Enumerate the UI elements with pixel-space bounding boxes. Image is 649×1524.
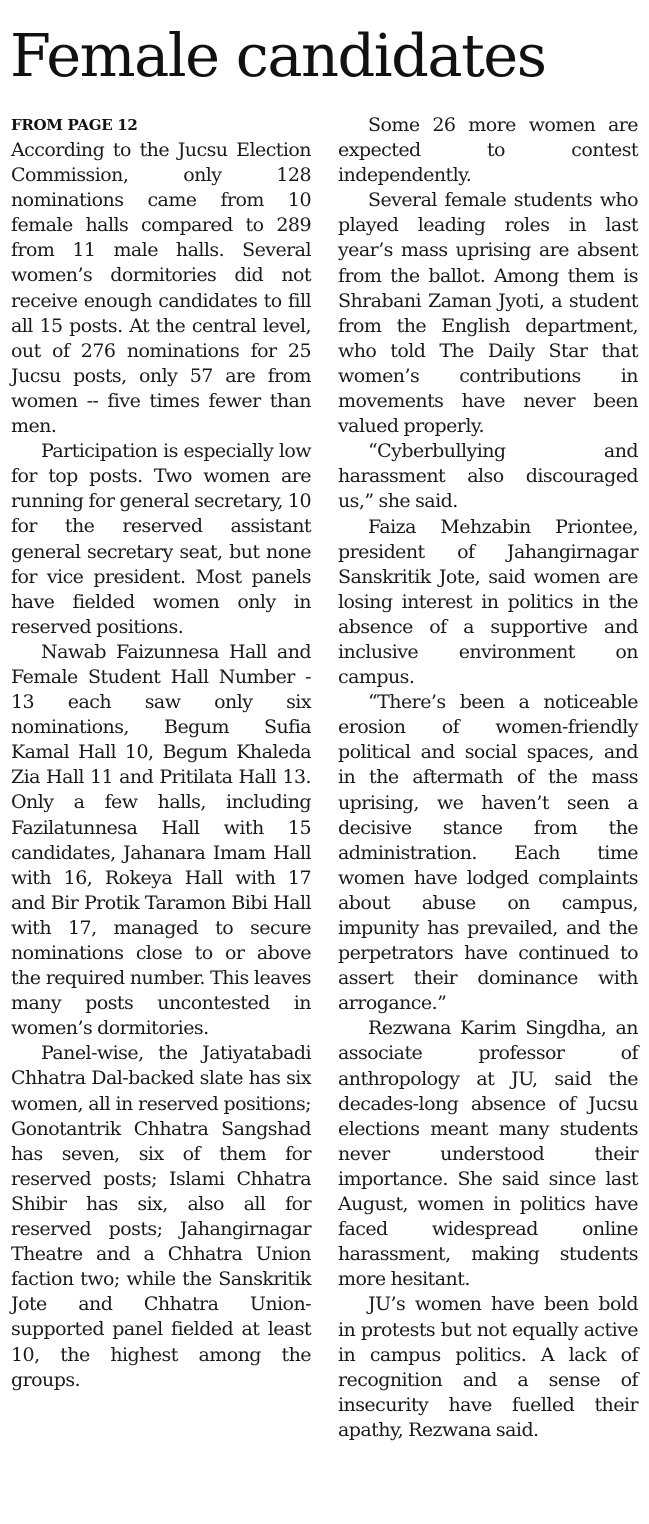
paragraph-right-5: “There’s been a noticeable erosion of women-friendly political and social spaces, and in the aftermath of the mass uprising, we haven’t seen a decisive stance from the administration. Each time women have lodged complaints about abuse on campus, impunity has prevailed, and the perpetrators have continued to assert their dominance with arrogance.” [338,691,638,1015]
paragraph-right-3: “Cyberbullying and harassment also discouraged us,” she said. [338,440,638,513]
paragraph-right-1: Some 26 more women are expected to contest independently. [338,114,638,187]
paragraph-right-6: Rezwana Karim Singdha, an associate professor of anthropology at JU, said the decades-long absence of Jucsu elections meant many students never understood their importance. She said since last August, women in politics have faced widespread online harassment, making students more hesitant. [338,1017,638,1291]
paragraph-right-2: Several female students who played leading roles in last year’s mass uprising are absent from the ballot. Among them is Shrabani Zaman Jyoti, a student from the English department, who told The Daily Star that women’s contributions in movements have never been valued properly. [338,189,638,438]
paragraph-left-3: Nawab Faizunnesa Hall and Female Student Hall Number - 13 each saw only six nominations, Begum Sufia Kamal Hall 10, Begum Khaleda Zia Hall 11 and Pritilata Hall 13. Only a few halls, including Fazilatunnesa Hall with 15 candidates, Jahanara Imam Hall with 16, Rokeya Hall with 17 and Bir Protik Taramon Bibi Hall with 17, managed to secure nominations close to or above the required number. This leaves many posts uncontested in women’s dormitories. [11,640,311,1040]
continuation-kicker: FROM PAGE 12 [11,116,138,134]
paragraph-left-1: According to the Jucsu Election Commission, only 128 nominations came from 10 female halls compared to 289 from 11 male halls. Several women’s dormitories did not receive enough candidates to fill all 15 posts. At the central level, out of 276 nominations for 25 Jucsu posts, only 57 are from women -- five times fewer than men. [11,139,311,438]
headline: Female candidates [10,21,546,90]
right-column [338,113,638,1443]
paragraph-right-7: JU’s women have been bold in protests but not equally active in campus politics. A lack of recognition and a sense of insecurity have fuelled their apathy, Rezwana said. [338,1293,638,1441]
left-column [11,113,311,1393]
paragraph-left-4: Panel-wise, the Jatiyatabadi Chhatra Dal-backed slate has six women, all in reserved positions; Gonotantrik Chhatra Sangshad has seven, six of them for reserved posts; Islami Chhatra Shibir has six, also all for reserved posts; Jahangirnagar Theatre and a Chhatra Union faction two; while the Sanskritik Jote and Chhatra Union-supported panel fielded at least 10, the highest among the groups. [11,1042,311,1391]
paragraph-left-2: Participation is especially low for top posts. Two women are running for general secretary, 10 for the reserved assistant general secretary seat, but none for vice president. Most panels have fielded women only in reserved positions. [11,440,311,638]
paragraph-right-4: Faiza Mehzabin Priontee, president of Jahangirnagar Sanskritik Jote, said women are losing interest in politics in the absence of a supportive and inclusive environment on campus. [338,515,638,689]
